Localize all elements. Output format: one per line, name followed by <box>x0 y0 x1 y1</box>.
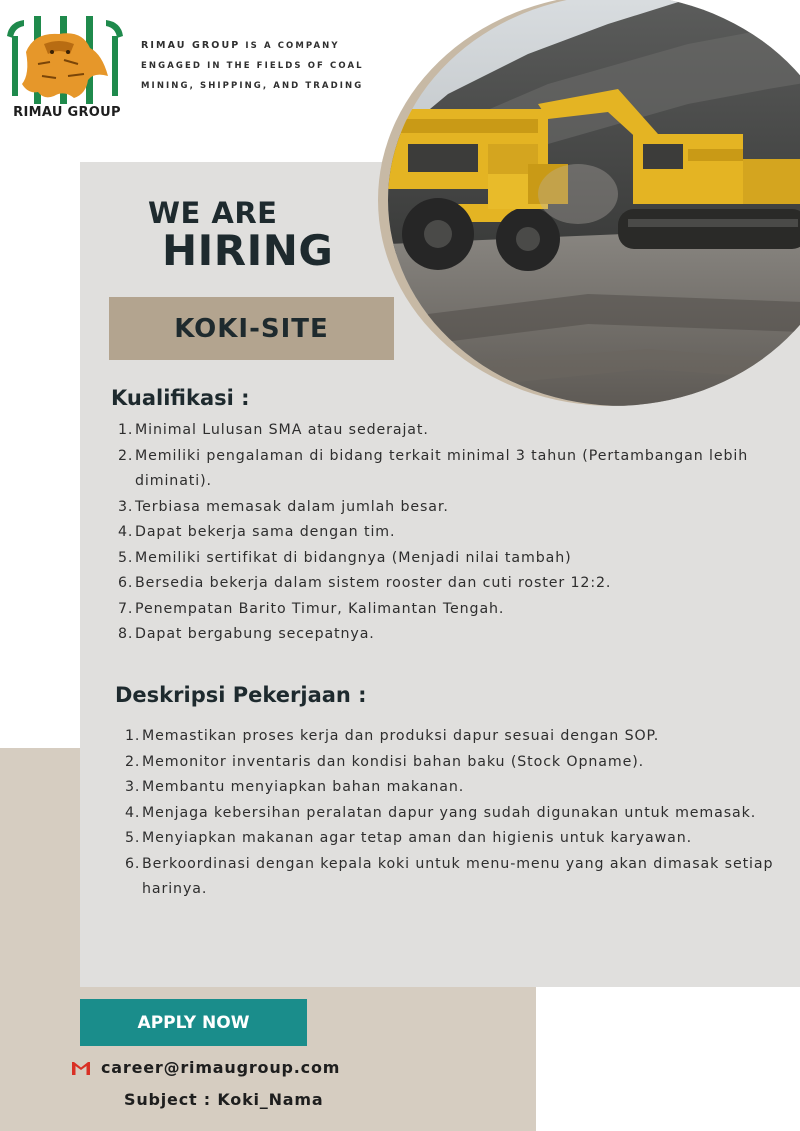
gmail-icon <box>71 1060 91 1076</box>
list-text: Memiliki sertifikat di bidangnya (Menjadi nilai tambah) <box>135 549 572 566</box>
qualifications-heading: Kualifikasi : <box>111 386 250 410</box>
logo-text: RIMAU GROUP <box>13 105 121 120</box>
list-item <box>118 571 788 597</box>
list-number: 6. <box>125 855 141 872</box>
list-text: Dapat bekerja sama dengan tim. <box>135 524 396 540</box>
list-number: 6. <box>118 575 134 591</box>
list-text: Memiliki pengalaman di bidang terkait minimal 3 tahun (Pertambangan lebih diminati). <box>135 447 749 489</box>
position-title: KOKI-SITE <box>174 313 329 344</box>
job-description-list <box>125 724 795 903</box>
rimau-logo <box>4 14 126 124</box>
list-item <box>118 520 788 546</box>
list-item <box>125 750 795 776</box>
list-number: 5. <box>125 830 141 846</box>
list-text: Menyiapkan makanan agar tetap aman dan higienis untuk karyawan. <box>142 830 693 846</box>
list-number: 7. <box>118 600 134 617</box>
email-contact <box>71 1058 340 1077</box>
list-number: 3. <box>125 779 141 795</box>
list-item <box>118 597 788 623</box>
list-text: Memonitor inventaris dan kondisi bahan baku (Stock Opname). <box>142 753 645 770</box>
position-title-box <box>109 297 394 360</box>
list-item <box>118 546 788 572</box>
list-number: 1. <box>118 422 134 438</box>
email-link[interactable]: career@rimaugroup.com <box>101 1058 341 1077</box>
list-number: 8. <box>118 626 134 642</box>
company-tagline <box>141 36 366 96</box>
list-text: Dapat bergabung secepatnya. <box>135 626 375 642</box>
apply-now-button[interactable]: APPLY NOW <box>80 999 307 1046</box>
list-text: Berkoordinasi dengan kepala koki untuk menu-menu yang akan dimasak setiap harinya. <box>142 855 774 897</box>
list-number: 1. <box>125 728 141 744</box>
list-text: Memastikan proses kerja dan produksi dapur sesuai dengan SOP. <box>142 728 660 744</box>
email-subject: Subject : Koki_Nama <box>124 1090 324 1109</box>
list-number: 5. <box>118 549 134 566</box>
list-item <box>118 622 788 648</box>
list-text: Menjaga kebersihan peralatan dapur yang sudah digunakan untuk memasak. <box>142 804 757 821</box>
list-item <box>125 801 795 827</box>
headline-hiring: HIRING <box>162 226 334 275</box>
list-item <box>118 495 788 521</box>
list-number: 4. <box>125 804 141 821</box>
list-item <box>125 775 795 801</box>
list-item <box>118 418 788 444</box>
headline-we-are: WE ARE <box>148 196 278 230</box>
list-text: Bersedia bekerja dalam sistem rooster dan cuti roster 12:2. <box>135 575 612 591</box>
list-number: 4. <box>118 524 134 540</box>
qualifications-list <box>118 418 788 648</box>
mining-photo <box>388 0 800 406</box>
list-number: 3. <box>118 498 134 515</box>
list-number: 2. <box>125 753 141 770</box>
job-description-heading: Deskripsi Pekerjaan : <box>115 683 367 707</box>
list-text: Terbiasa memasak dalam jumlah besar. <box>135 498 449 515</box>
list-text: Minimal Lulusan SMA atau sederajat. <box>135 422 429 438</box>
list-text: Penempatan Barito Timur, Kalimantan Tengah. <box>135 600 505 617</box>
mining-trucks-illustration <box>388 0 800 406</box>
tagline-company-name: RIMAU GROUP <box>141 40 241 51</box>
list-number: 2. <box>118 447 134 464</box>
list-item <box>118 444 788 495</box>
tiger-logo-icon <box>4 14 126 106</box>
list-item <box>125 724 795 750</box>
list-item <box>125 852 795 903</box>
list-text: Membantu menyiapkan bahan makanan. <box>142 779 465 795</box>
tagline-description: IS A COMPANY ENGAGED IN THE FIELDS OF COAL MINING, SHIPPING, AND TRADING <box>141 41 364 91</box>
list-item <box>125 826 795 852</box>
